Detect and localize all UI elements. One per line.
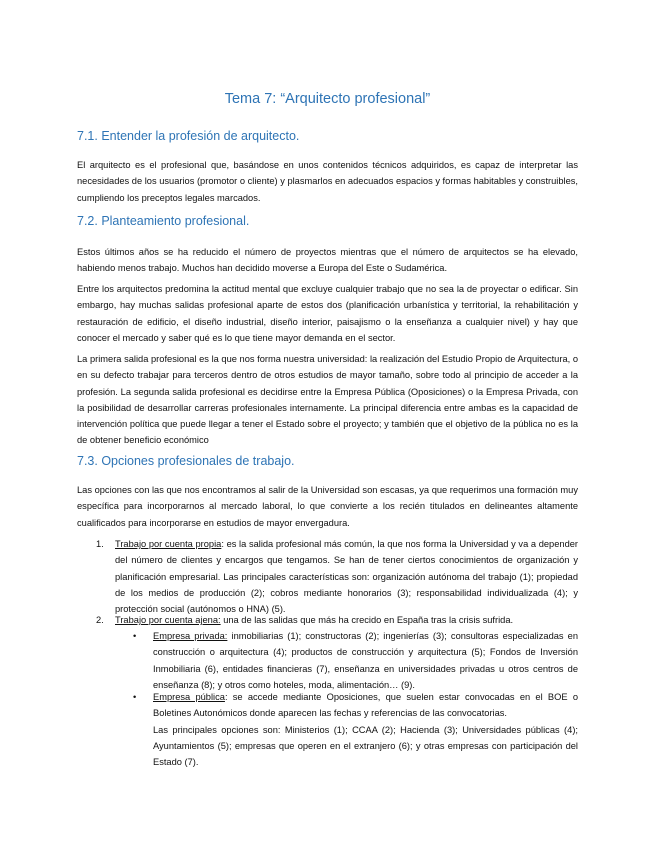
paragraph: La primera salida profesional es la que nos forma nuestra universidad: la realización del Estudio Propio de Arquitectura, o en su defecto trabajar para terceros dentro de otros estudios de mayor tamaño, sobre todo al principio de acceder a la profesión. La segunda salida profesional es decidirse entre la Empresa Pública (Oposiciones) o la Empresa Privada, con la posibilidad de desarrollar carreras profesionales internamente. La principal diferencia entre ambas es la capacidad de intervención política que puede llegar a tener el Estado sobre el proyecto; y también que el objetivo de la pública no es la de obtener beneficio económico: [77, 354, 578, 446]
document-title: Tema 7: “Arquitecto profesional”: [224, 91, 431, 107]
list-item: [115, 612, 578, 628]
list-marker: 1.: [96, 539, 104, 549]
section-heading-7-1: 7.1. Entender la profesión de arquitecto.: [77, 129, 300, 143]
sublist-item-text: : se accede mediante Oposiciones, que suelen estar convocadas en el BOE o Boletines Autonómicos donde aparecen las fechas y referencias de las convocatorias.: [153, 692, 578, 719]
list-marker: 2.: [96, 615, 104, 625]
sublist-item: [153, 628, 578, 693]
paragraph: El arquitecto es el profesional que, basándose en unos contenidos técnicos adquiridos, es capaz de interpretar las necesidades de los usuarios (promotor o cliente) y plasmarlos en adecuados espacios y formas habitables y construibles, cumpliendo los preceptos legales marcados.: [77, 160, 578, 203]
bullet-icon: •: [133, 692, 137, 702]
list-item-text: : es la salida profesional más común, la que nos forma la Universidad y va a depender del número de clientes y encargos que tengamos. Se han de tener ciertos conocimientos de organización y planificación empresarial. Las principales características son: organización autónoma del trabajo (1); propiedad de los medios de producción (2); cobros mediante honorarios (3); responsabilidad individualizada (4); y protección social (autónomos o HNA) (5).: [115, 539, 579, 615]
list-item: [115, 536, 578, 617]
list-item-term: Trabajo por cuenta propia: [115, 539, 222, 549]
bullet-icon: •: [133, 631, 137, 641]
paragraph: Las opciones con las que nos encontramos al salir de la Universidad son escasas, ya que requerimos una formación muy específica para incorporarnos al mercado laboral, lo que convierte a los recién titulados en delineantes altamente cualificados para incorporarse en estudios de mayor envergadura.: [77, 485, 578, 528]
sublist-item-term: Empresa privada:: [153, 631, 228, 641]
paragraph: Entre los arquitectos predomina la actitud mental que excluye cualquier trabajo que no sea la de proyectar o edificar. Sin embargo, hay muchas salidas profesional aparte de estos dos (planificación urbanística y territorial, la rehabilitación y restauración de edificio, el diseño industrial, diseño interior, paisajismo o la enseñanza a cualquier nivel) y hay que conocer el mercado y saber qué es lo que tiene mayor demanda en el sector.: [77, 284, 578, 343]
sublist-item-text: inmobiliarias (1); constructoras (2); ingenierías (3); consultoras especializadas en construcción o arquitectura (4); productos de construcción y arquitectura (5); Fondos de Inversión Inmobiliaria (6), entidades financieras (7), enseñanza en universidades privadas u otros centros de enseñanza (8); y otros como hoteles, moda, alimentación… (9).: [153, 631, 579, 690]
paragraph: Estos últimos años se ha reducido el número de proyectos mientras que el número de arquitectos se ha elevado, habiendo menos trabajo. Muchos han decidido moverse a Europa del Este o Sudamérica.: [77, 247, 578, 274]
section-heading-7-3: 7.3. Opciones profesionales de trabajo.: [77, 454, 295, 468]
sublist-item: [153, 689, 578, 770]
list-item-text: una de las salidas que más ha crecido en España tras la crisis sufrida.: [220, 615, 514, 625]
sublist-item-extra: Las principales opciones son: Ministerios (1); CCAA (2); Hacienda (3); Universidades públicas (4); Ayuntamientos (5); empresas que operen en el extranjero (6); y otras empresas con participación del Estado (7).: [153, 724, 578, 768]
list-item-term: Trabajo por cuenta ajena:: [115, 615, 221, 625]
section-heading-7-2: 7.2. Planteamiento profesional.: [77, 214, 250, 228]
sublist-item-term: Empresa pública: [153, 692, 225, 702]
